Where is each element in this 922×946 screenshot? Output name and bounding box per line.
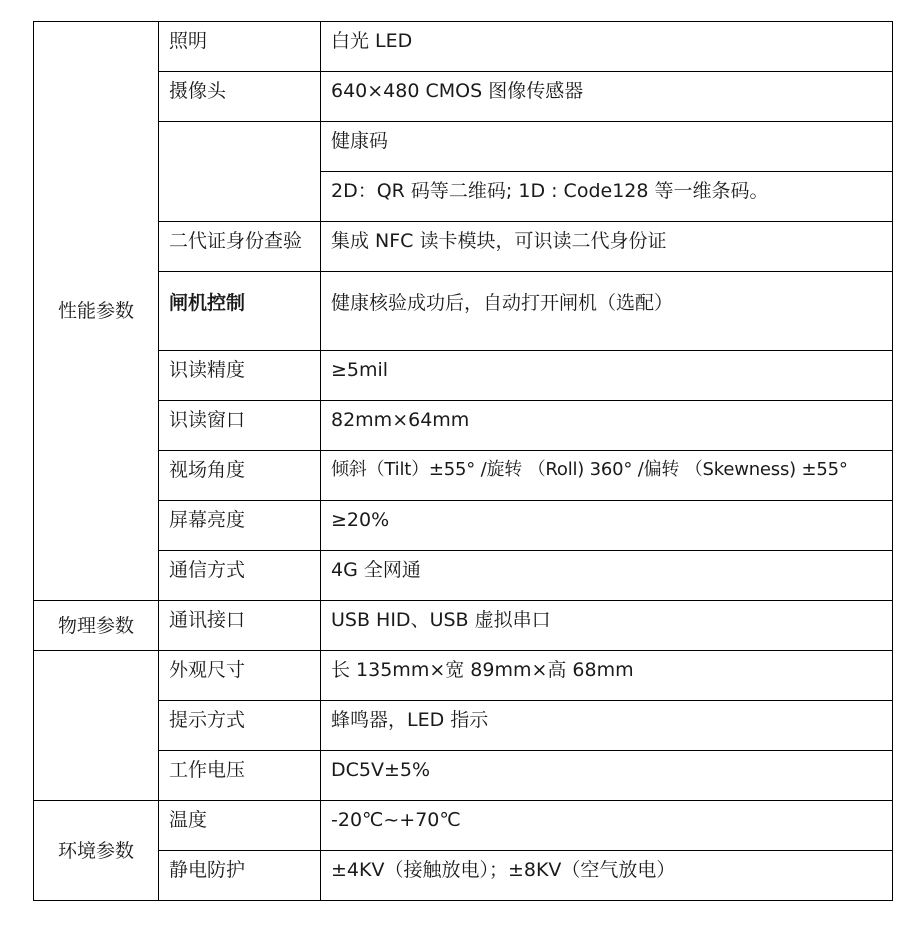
row-value: ≥5mil: [321, 351, 893, 401]
row-value: USB HID、USB 虚拟串口: [321, 601, 893, 651]
row-value: 健康核验成功后，自动打开闸机（选配）: [321, 272, 893, 351]
table-row: [34, 122, 893, 172]
group-environment: 环境参数: [34, 801, 159, 901]
row-value: DC5V±5%: [321, 751, 893, 801]
group-performance: 性能参数: [34, 22, 159, 601]
row-label: 识读窗口: [159, 401, 321, 451]
spec-table: [33, 21, 893, 901]
row-value: 2D：QR 码等二维码; 1D : Code128 等一维条码。: [321, 172, 893, 222]
row-label: 提示方式: [159, 701, 321, 751]
row-value: 倾斜（Tilt）±55° /旋转 （Roll) 360° /偏转 （Skewness) ±55°: [321, 451, 893, 501]
table-row: [34, 501, 893, 551]
row-label: 屏幕亮度: [159, 501, 321, 551]
row-label: 视场角度: [159, 451, 321, 501]
table-row: [34, 401, 893, 451]
row-label: 二代证身份查验: [159, 222, 321, 272]
row-label: 闸机控制: [159, 272, 321, 351]
group-physical-continued: [34, 651, 159, 801]
table-row: [34, 701, 893, 751]
row-label: 外观尺寸: [159, 651, 321, 701]
row-label: 工作电压: [159, 751, 321, 801]
row-label: 摄像头: [159, 72, 321, 122]
table-row: [34, 601, 893, 651]
row-label: 温度: [159, 801, 321, 851]
table-row: [34, 651, 893, 701]
group-physical: 物理参数: [34, 601, 159, 651]
row-value: 4G 全网通: [321, 551, 893, 601]
row-value: ±4KV（接触放电）；±8KV（空气放电）: [321, 851, 893, 901]
table-row: [34, 272, 893, 351]
row-value: 蜂鸣器，LED 指示: [321, 701, 893, 751]
row-label: 通讯接口: [159, 601, 321, 651]
row-value: 640×480 CMOS 图像传感器: [321, 72, 893, 122]
table-row: [34, 551, 893, 601]
table-row: [34, 222, 893, 272]
row-value: 集成 NFC 读卡模块，可识读二代身份证: [321, 222, 893, 272]
row-value: -20℃~+70℃: [321, 801, 893, 851]
table-row: [34, 851, 893, 901]
row-label: 静电防护: [159, 851, 321, 901]
table-row: [34, 72, 893, 122]
row-value: 长 135mm×宽 89mm×高 68mm: [321, 651, 893, 701]
table-row: [34, 751, 893, 801]
row-label-empty: [159, 122, 321, 222]
row-value: 健康码: [321, 122, 893, 172]
row-label: 照明: [159, 22, 321, 72]
row-value: ≥20%: [321, 501, 893, 551]
row-label: 通信方式: [159, 551, 321, 601]
table-row: [34, 22, 893, 72]
table-row: [34, 351, 893, 401]
row-label: 识读精度: [159, 351, 321, 401]
row-value: 白光 LED: [321, 22, 893, 72]
row-value: 82mm×64mm: [321, 401, 893, 451]
table-row: [34, 801, 893, 851]
table-row: [34, 451, 893, 501]
